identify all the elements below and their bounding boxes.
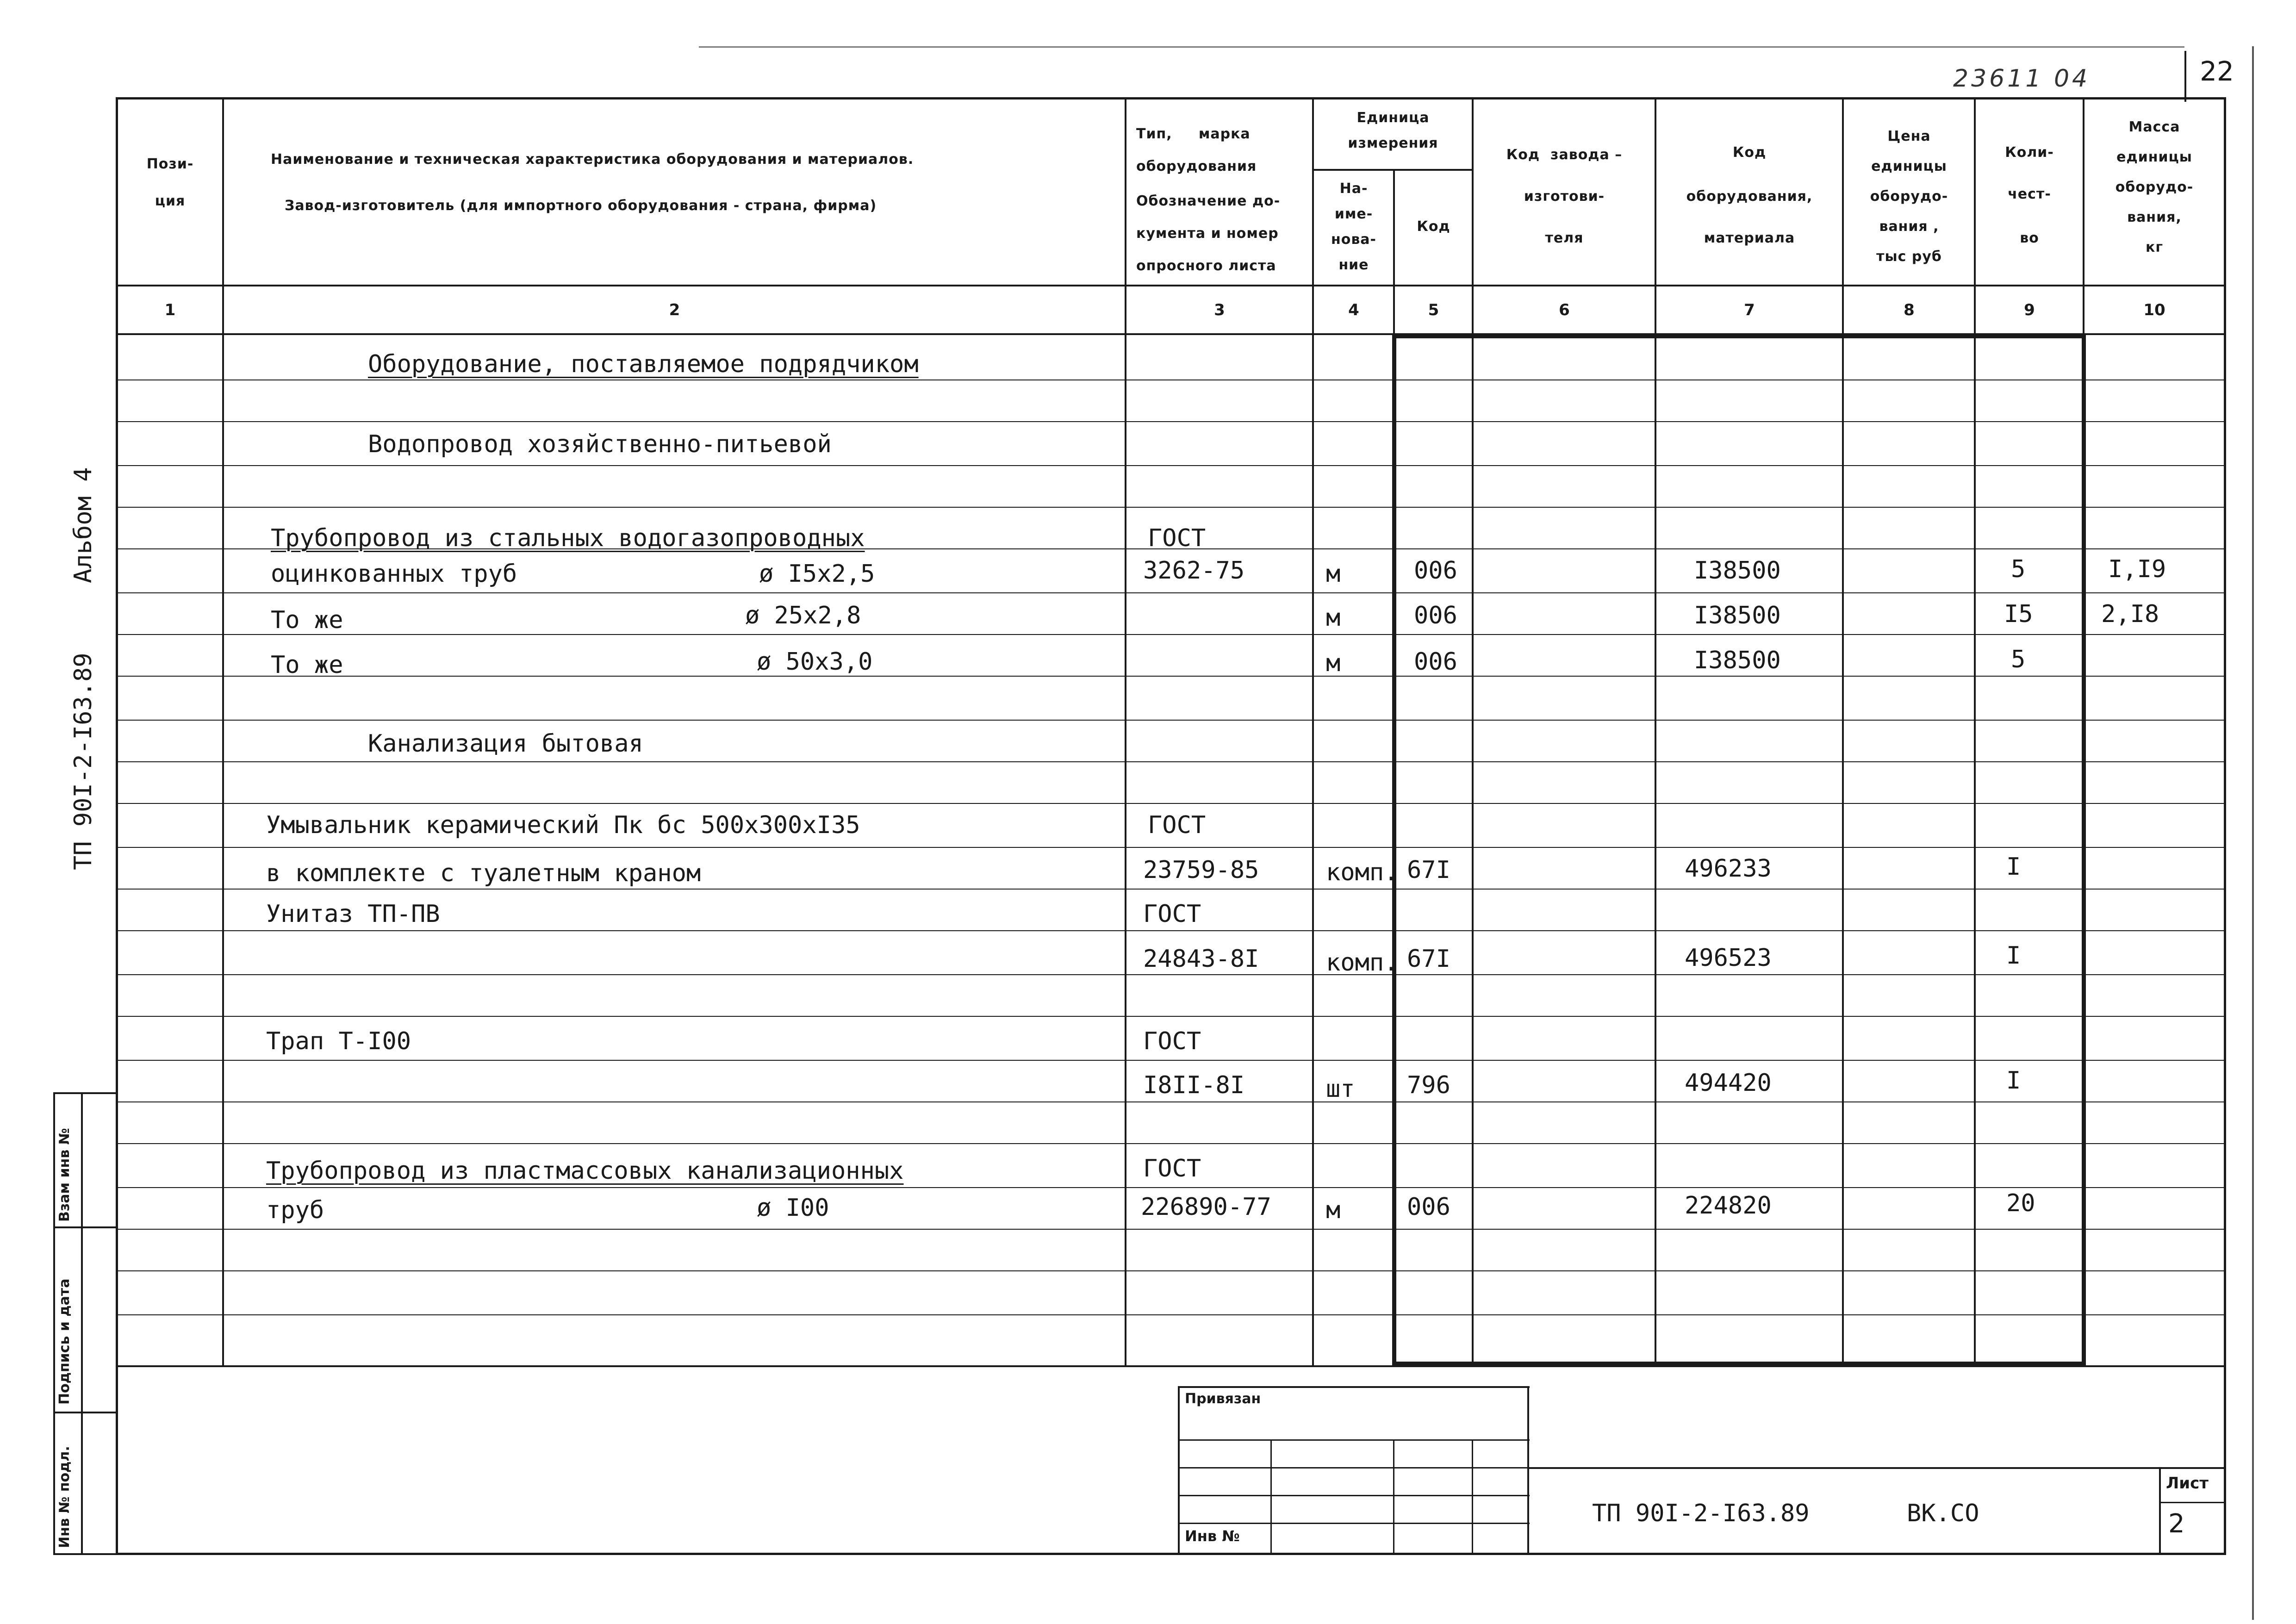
item-unit: комп. bbox=[1326, 859, 1399, 886]
item-type: ГОСТ bbox=[1143, 900, 1201, 928]
item-name: Трубопровод из стальных водогазопроводных bbox=[271, 524, 865, 552]
vzam-inv-label: Взам инв № bbox=[56, 1128, 73, 1222]
item-name: оцинкованных труб bbox=[271, 560, 517, 588]
item-code: 496233 bbox=[1685, 855, 1772, 883]
item-name: Унитаз ТП-ПВ bbox=[266, 900, 440, 928]
item-code: I38500 bbox=[1694, 647, 1781, 674]
item-unit-code: 67I bbox=[1407, 945, 1450, 973]
page-number: 22 bbox=[2200, 56, 2234, 87]
item-qty: 5 bbox=[2011, 555, 2026, 583]
item-name: труб bbox=[266, 1196, 324, 1224]
doc-code: ВК.СО bbox=[1907, 1500, 1979, 1527]
item-dimension: ø I5x2,5 bbox=[759, 560, 875, 588]
item-dimension: ø I00 bbox=[757, 1194, 829, 1222]
item-unit: м bbox=[1326, 1196, 1341, 1224]
item-type: I8II-8I bbox=[1143, 1071, 1245, 1099]
doc-number: ТП 90I-2-I63.89 bbox=[1592, 1500, 1810, 1527]
top-thin-rule bbox=[699, 46, 2184, 48]
item-dimension: ø 50x3,0 bbox=[757, 648, 873, 676]
item-name: Водопровод хозяйственно-питьевой bbox=[368, 430, 832, 458]
item-qty: 5 bbox=[2011, 646, 2026, 673]
item-unit-code: 67I bbox=[1407, 856, 1450, 884]
item-mass: 2,I8 bbox=[2101, 600, 2159, 628]
item-type: 226890-77 bbox=[1141, 1193, 1271, 1221]
item-type: ГОСТ bbox=[1143, 1155, 1201, 1182]
item-unit: м bbox=[1326, 560, 1341, 588]
item-type: 3262-75 bbox=[1143, 557, 1245, 585]
item-mass: I,I9 bbox=[2108, 555, 2166, 583]
item-qty: I5 bbox=[2004, 600, 2033, 628]
item-name: в комплекте с туалетным краном bbox=[266, 859, 701, 887]
item-name: Трап Т-I00 bbox=[266, 1027, 411, 1055]
item-qty: I bbox=[2006, 853, 2021, 881]
item-unit-code: 796 bbox=[1407, 1071, 1450, 1099]
item-type: ГОСТ bbox=[1143, 1027, 1201, 1055]
item-code: 496523 bbox=[1685, 944, 1772, 972]
sign-date-label: Подпись и дата bbox=[56, 1278, 73, 1405]
item-name: Умывальник керамический Пк бс 500x300xI35 bbox=[266, 811, 860, 839]
sheet-number: 2 bbox=[2168, 1509, 2185, 1539]
item-qty: I bbox=[2006, 1067, 2021, 1095]
inv-no-label: Инв № bbox=[1185, 1527, 1240, 1545]
item-code: 224820 bbox=[1685, 1192, 1772, 1220]
sheet-label: Лист bbox=[2166, 1474, 2209, 1493]
item-dimension: ø 25x2,8 bbox=[745, 602, 861, 629]
item-name: Канализация бытовая bbox=[368, 730, 643, 758]
item-code: I38500 bbox=[1694, 557, 1781, 585]
item-unit-code: 006 bbox=[1414, 557, 1457, 585]
item-code: 494420 bbox=[1685, 1069, 1772, 1097]
item-qty: I bbox=[2006, 942, 2021, 970]
item-name: Оборудование, поставляемое подрядчиком bbox=[368, 350, 919, 378]
item-unit: м bbox=[1326, 604, 1341, 632]
item-unit-code: 006 bbox=[1414, 602, 1457, 629]
item-type: ГОСТ bbox=[1148, 524, 1206, 552]
item-name: То же bbox=[271, 606, 343, 634]
item-code: I38500 bbox=[1694, 602, 1781, 629]
item-type: 24843-8I bbox=[1143, 945, 1259, 973]
item-unit: шт bbox=[1326, 1075, 1355, 1103]
item-type: 23759-85 bbox=[1143, 856, 1259, 884]
project-label-vertical: ТП 90I-2-I63.89 bbox=[69, 653, 97, 870]
item-unit-code: 006 bbox=[1407, 1193, 1450, 1221]
item-name: То же bbox=[271, 651, 343, 679]
item-type: ГОСТ bbox=[1148, 811, 1206, 839]
item-name: Трубопровод из пластмассовых канализационных bbox=[266, 1157, 904, 1185]
album-label: Альбом 4 bbox=[69, 467, 97, 583]
right-thin-rule bbox=[2252, 46, 2254, 1620]
item-unit: м bbox=[1326, 649, 1341, 677]
item-qty: 20 bbox=[2006, 1189, 2035, 1217]
handwritten-code: 23611 04 bbox=[1953, 65, 2091, 93]
item-unit-code: 006 bbox=[1414, 648, 1457, 676]
privyazan-label: Привязан bbox=[1185, 1391, 1261, 1407]
col5-header: Код bbox=[1417, 218, 1450, 235]
inv-no-sub-label: Инв № подл. bbox=[56, 1446, 73, 1548]
item-unit: комп. bbox=[1326, 949, 1399, 977]
